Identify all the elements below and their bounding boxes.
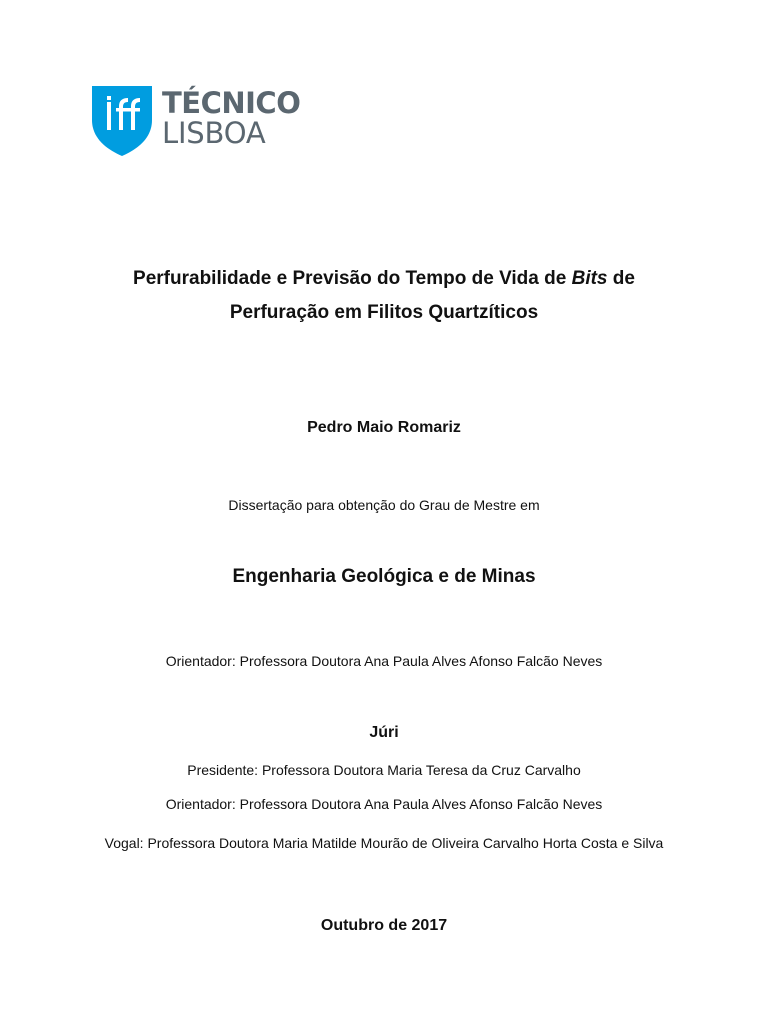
institution-logo bbox=[92, 86, 300, 156]
thesis-title-line1 bbox=[0, 262, 768, 296]
thesis-title-line2: Perfuração em Filitos Quartzíticos bbox=[229, 302, 539, 323]
degree-intro: Dissertação para obtenção do Grau de Mestre em bbox=[228, 497, 540, 513]
title-line1-end: de bbox=[607, 268, 635, 289]
shield-icon bbox=[92, 86, 152, 156]
supervisor-line: Orientador: Professora Doutora Ana Paula Alves Afonso Falcão Neves bbox=[165, 653, 603, 669]
logo-name-line1: TÉCNICO bbox=[162, 86, 301, 120]
thesis-title bbox=[0, 262, 768, 330]
author-name: Pedro Maio Romariz bbox=[307, 419, 461, 436]
jury-member: Presidente: Professora Doutora Maria Teresa da Cruz Carvalho bbox=[187, 762, 581, 778]
jury-member: Orientador: Professora Doutora Ana Paula Alves Afonso Falcão Neves bbox=[165, 796, 603, 812]
logo-name-line2: LISBOA bbox=[162, 116, 266, 150]
title-line1-start: Perfurabilidade e Previsão do Tempo de Vida de bbox=[133, 268, 572, 289]
jury-member: Vogal: Professora Doutora Maria Matilde Mourão de Oliveira Carvalho Horta Costa e Silva bbox=[104, 835, 664, 851]
submission-date: Outubro de 2017 bbox=[320, 917, 448, 934]
title-italic-word: Bits bbox=[571, 268, 608, 289]
logo-wordmark bbox=[162, 88, 300, 148]
jury-heading: Júri bbox=[369, 724, 399, 741]
degree-name: Engenharia Geológica e de Minas bbox=[232, 566, 536, 587]
